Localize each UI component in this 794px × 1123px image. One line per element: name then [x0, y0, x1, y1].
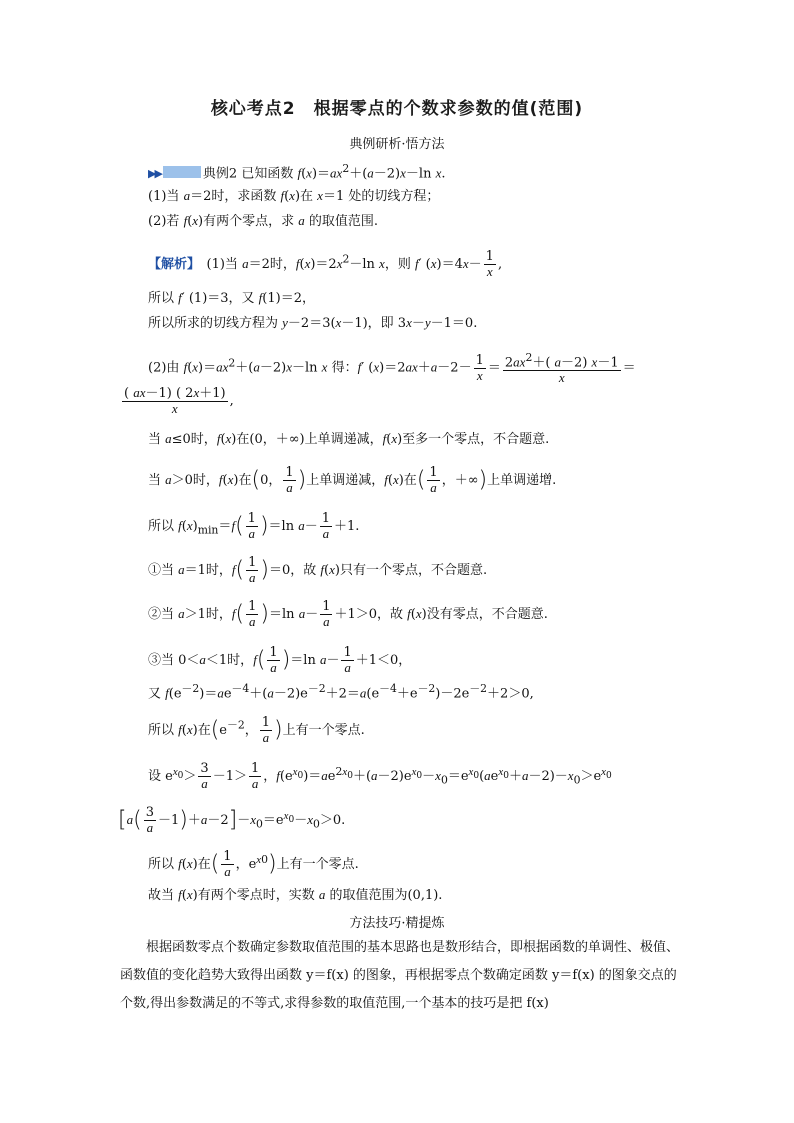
solution-line-16: 所以 f(x)在( $\frac{1}{a}$ ，$e^{x0}$)上有一个零点.	[148, 849, 359, 879]
solution-line-5: $\frac{( ax-1) ( 2x+1)}{x}$ ,	[124, 385, 234, 416]
double-arrow-icon: ▶▶	[148, 167, 161, 181]
solution-line-2: 所以 f′ (1)＝3，又 f(1)＝2，	[148, 290, 315, 306]
solution-line-6: 当 a≤0时，f(x)在(0，＋∞)上单调递减，f(x)至多一个零点，不合题意.	[148, 431, 550, 447]
section-heading-examples: 典例研析·悟方法	[349, 137, 445, 152]
solution-line-4: (2)由 $f(x)=ax^2+(a-2)x-\ln$ x 得：f′ (x)＝2ax＋a－2－ $\frac{1}{x}$ ＝ $\frac{2ax^2+( a-2) x-1}{x}$ ＝	[148, 351, 636, 386]
solution-line-1: 【解析】 (1)当 a＝2时，$f(x)=2x^2-\ln$ x，则 f′ (x)＝4x－ $\frac{1}{x}$ ,	[148, 249, 503, 279]
solution-label: 【解析】	[148, 257, 194, 272]
method-paragraph: 根据函数零点个数确定参数取值范围的基本思路也是数形结合，即根据函数的单调性、极值、函数值的变化趋势大致得出函数 y＝f(x) 的图象，再根据零点个数确定函数 y＝f(x) 的图象交点的个数,得出参数满足的不等式,求得参数的取值范围,一个基本的技巧是把 f(x)	[120, 940, 680, 1011]
example-badge	[163, 166, 201, 178]
solution-line-15: [a( $\frac{3}{a}$ $-1)+a-2]-x_0=e^{x_0}-x_0>0$.	[118, 805, 346, 835]
solution-line-8: 所以 $f(x)_{min}=f$( $\frac{1}{a}$ )＝ln a－ $\frac{1}{a}$ ＋1.	[148, 511, 360, 541]
solution-line-10: ②当 a＞1时，f( $\frac{1}{a}$ )＝ln a－ $\frac{1}{a}$ ＋1＞0，故 f(x)没有零点，不合题意.	[148, 599, 548, 629]
page-title: 核心考点2 根据零点的个数求参数的值(范围)	[210, 99, 584, 119]
solution-line-14: 设 $e^{x_0}>$ $\frac{3}{a}$ －1＞ $\frac{1}{a}$ ，$f(e^{x_0})=ae^{2x_0}+(a-2)e^{x_0}-x_0=e^{x_0}(ae^{x_0}+a-2)-x_0>e^{x_0}$	[148, 761, 612, 791]
example-label: 典例2	[202, 166, 238, 182]
solution-line-3: 所以所求的切线方程为 y－2＝3(x－1)，即 3x－y－1＝0.	[148, 315, 478, 331]
question-1: (1)当 a＝2时，求函数 f(x)在 x＝1 处的切线方程；	[148, 188, 440, 204]
solution-line-7: 当 a＞0时，f(x)在(0， $\frac{1}{a}$ )上单调递减，f(x)在( $\frac{1}{a}$ ，＋∞)上单调递增.	[148, 465, 557, 495]
solution-conclusion: 故当 f(x)有两个零点时，实数 a 的取值范围为(0,1).	[148, 887, 443, 903]
example-statement: ▶▶ 典例2 已知函数 $f(x)=ax^2+(a-2)x-\ln$ x.	[148, 162, 446, 182]
solution-line-12: 又 $f(e^{-2})=ae^{-4}+(a-2)e^{-2}+2=a(e^{-4}+e^{-2})-2e^{-2}+2>0$,	[148, 682, 534, 702]
solution-line-11: ③当 0＜a＜1时，f( $\frac{1}{a}$ )＝ln a－ $\frac{1}{a}$ ＋1＜0，	[148, 645, 412, 675]
solution-line-13: 所以 f(x)在($e^{-2}$， $\frac{1}{a}$ )上有一个零点.	[148, 715, 365, 745]
solution-line-9: ①当 a＝1时，f( $\frac{1}{a}$ )＝0，故 f(x)只有一个零点，不合题意.	[148, 555, 488, 585]
section-heading-methods: 方法技巧·精提炼	[349, 916, 445, 931]
question-2: (2)若 f(x)有两个零点，求 a 的取值范围.	[148, 213, 379, 229]
